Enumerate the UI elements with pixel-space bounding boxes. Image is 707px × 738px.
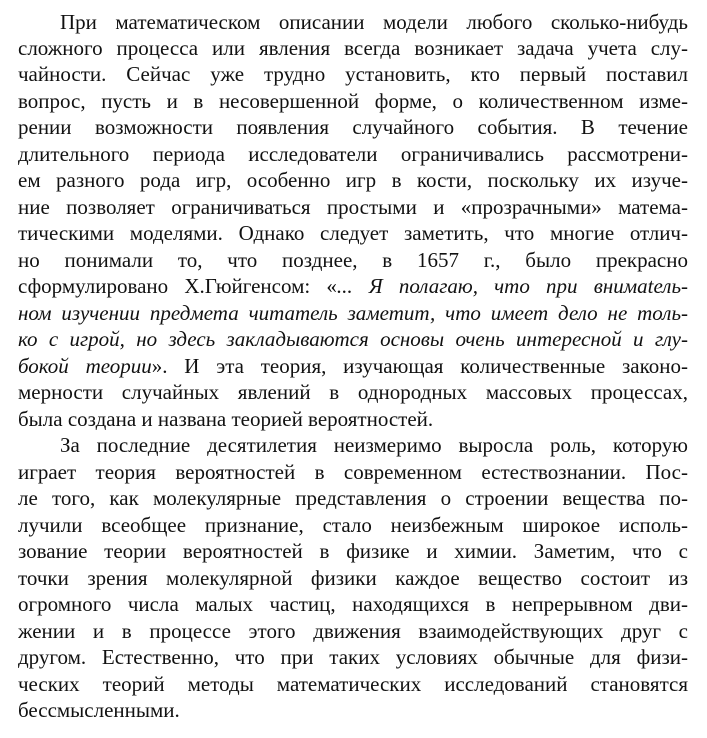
paragraph-1-line-9: тическими моделями. Однако следует заметить, что многие отлич- — [18, 221, 688, 245]
paragraph-1-line-2: сложного процесса или явления всегда возникает задача учета слу- — [18, 36, 688, 60]
paragraph-2-line-9: другом. Естественно, что при таких условиях обычные для физи- — [18, 645, 688, 669]
paragraph-1-line-13: ко с игрой, но здесь закладываются основы очень интересной и глу- — [18, 327, 688, 351]
paragraph-2-line-1: За последние десятилетия неизмеримо выросла роль, которую — [60, 433, 688, 457]
paragraph-1-line-10: но понимали то, что позднее, в 1657 г., было прекрасно — [18, 248, 688, 272]
paragraph-2-line-8: жении и в процессе этого движения взаимодействующих друг с — [18, 619, 688, 643]
paragraph-2-line-6: точки зрения молекулярной физики каждое вещество состоит из — [18, 566, 688, 590]
paragraph-1-line-6: длительного периода исследователи ограничивались рассмотрени- — [18, 142, 688, 166]
paragraph-1-line-14-italic: бокой теории — [18, 354, 152, 378]
paragraph-1-line-12: ном изучении предмета читатель заметит, что имеет дело не толь- — [18, 301, 688, 325]
paragraph-1-line-4: вопрос, пусть и в несовершенной форме, о количественном изме- — [18, 89, 688, 113]
paragraph-2-line-3: ле того, как молекулярные представления о строении вещества по- — [18, 486, 688, 510]
paragraph-1-line-7: ем разного рода игр, особенно игр в кости, поскольку их изуче- — [18, 168, 688, 192]
paragraph-1-line-3: чайности. Сейчас уже трудно установить, кто первый поставил — [18, 62, 688, 86]
paragraph-1-line-14 — [18, 353, 688, 380]
paragraph-1-line-1: При математическом описании модели любого сколько-нибудь — [60, 10, 688, 34]
paragraph-1-line-16: была создана и названа теорией вероятностей. — [18, 407, 434, 431]
paragraph-1-line-5: рении возможности появления случайного события. В течение — [18, 115, 688, 139]
paragraph-1-line-11-regular: сформулировано Х.Гюйгенсом: « — [18, 274, 337, 298]
paragraph-2-line-10: ческих теорий методы математических исследований становятся — [18, 672, 688, 696]
paragraph-2-line-7: огромного числа малых частиц, находящихся в непрерывном дви- — [18, 592, 688, 616]
paragraph-1-line-11 — [18, 273, 688, 300]
paragraph-2-line-11: бессмысленными. — [18, 698, 180, 722]
paragraph-1-line-15: мерности случайных явлений в однородных массовых процессах, — [18, 380, 688, 404]
paragraph-2-line-2: играет теория вероятностей в современном естествознании. Пос- — [18, 460, 688, 484]
paragraph-2-line-4: лучили всеобщее признание, стало неизбежным широкое исполь- — [18, 513, 688, 537]
paragraph-1-line-11-italic: ... Я полагаю, что при внимatель- — [336, 274, 688, 298]
paragraph-1-line-8: ние позволяет ограничиваться простыми и «прозрачными» матема- — [18, 195, 688, 219]
paragraph-2-line-5: зование теории вероятностей в физике и химии. Заметим, что с — [18, 539, 688, 563]
paragraph-1-line-14-regular: ». И эта теория, изучающая количественные законо- — [151, 354, 688, 378]
